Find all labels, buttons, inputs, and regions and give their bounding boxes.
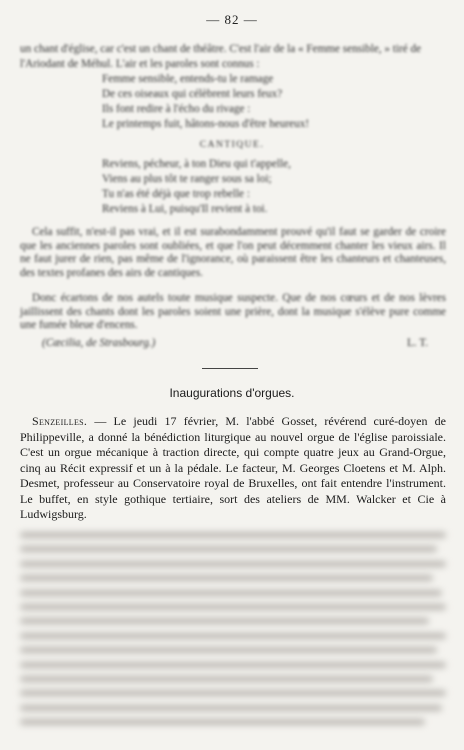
paragraph-text: Cela suffit, n'est-il pas vrai, et il est surabondamment prouvé qu'il faut se garder de croire que les anciennes paroles sont oubliées, et que l'on peut décemment chanter les vieux airs. Il ne faut jurer de rien, pas même de l'ignorance, où paraissent être les chanteurs et chanteuses, des textes profanes des airs de cantiques. — [20, 226, 446, 279]
verse-cantique — [102, 157, 291, 217]
verse-line: Ils font redire à l'écho du rivage : — [102, 103, 251, 115]
verse-line: Viens au plus tôt te ranger sous sa loi; — [102, 173, 272, 185]
verse-line: Reviens, pécheur, à ton Dieu qui t'appelle, — [102, 158, 291, 170]
article-senzeilles — [20, 414, 446, 523]
section-heading: Inaugurations d'orgues. — [169, 386, 295, 400]
verse-line: Femme sensible, entends-tu le ramage — [102, 73, 274, 85]
article-text: — Le jeudi 17 février, M. l'abbé Gosset, révérend curé-doyen de Philippeville, a donné la bénédiction liturgique au nouvel orgue de l'église paroissiale. C'est un orgue mécanique à traction directe, qui compte quatre jeux au Grand-Orgue, cinq au Récit expressif et un à la pédale. Le facteur, M. Georges Cloetens et M. Alph. Desmet, professeur au Conservatoire royal de Bruxelles, ont fait entendre l'instrument. Le buffet, en style gothique tertiaire, sort des ateliers de MM. Walcker et Cie à Ludwigsburg. — [20, 414, 446, 521]
cantique-label: CANTIQUE. — [199, 140, 265, 150]
source-line — [42, 337, 428, 349]
article-place: Senzeilles. — [32, 414, 88, 428]
source-citation: (Cæcilia, de Strasbourg.) — [42, 337, 156, 349]
paragraph-cela-suffit — [20, 226, 446, 280]
paragraph-donc — [20, 292, 446, 333]
intro-text: un chant d'église, car c'est un chant de théâtre. C'est l'air de la « Femme sensible, » tiré de l'Ariodant de Méhul. L'air et les paroles sont connus : — [20, 43, 422, 70]
verse-line: De ces oiseaux qui célèbrent leurs feux? — [102, 88, 283, 100]
blurred-remaining-text — [20, 532, 446, 733]
verse-line: Reviens à Lui, puisqu'Il revient à toi. — [102, 203, 268, 215]
intro-paragraph — [20, 42, 446, 71]
verse-line: Tu n'as été déjà que trop rebelle : — [102, 188, 250, 200]
page-number: — 82 — — [206, 12, 258, 27]
section-divider — [202, 368, 258, 369]
verse-line: Le printemps fuit, hâtons-nous d'être heureux! — [102, 118, 310, 130]
author-signature: L. T. — [406, 337, 428, 349]
verse-femme-sensible — [102, 72, 309, 132]
paragraph-text: Donc écartons de nos autels toute musique suspecte. Que de nos cœurs et de nos lèvres jaillissent des chants dont les paroles soient une prière, dont la musique s'élève pure comme une fumée bleue d'encens. — [20, 292, 446, 331]
